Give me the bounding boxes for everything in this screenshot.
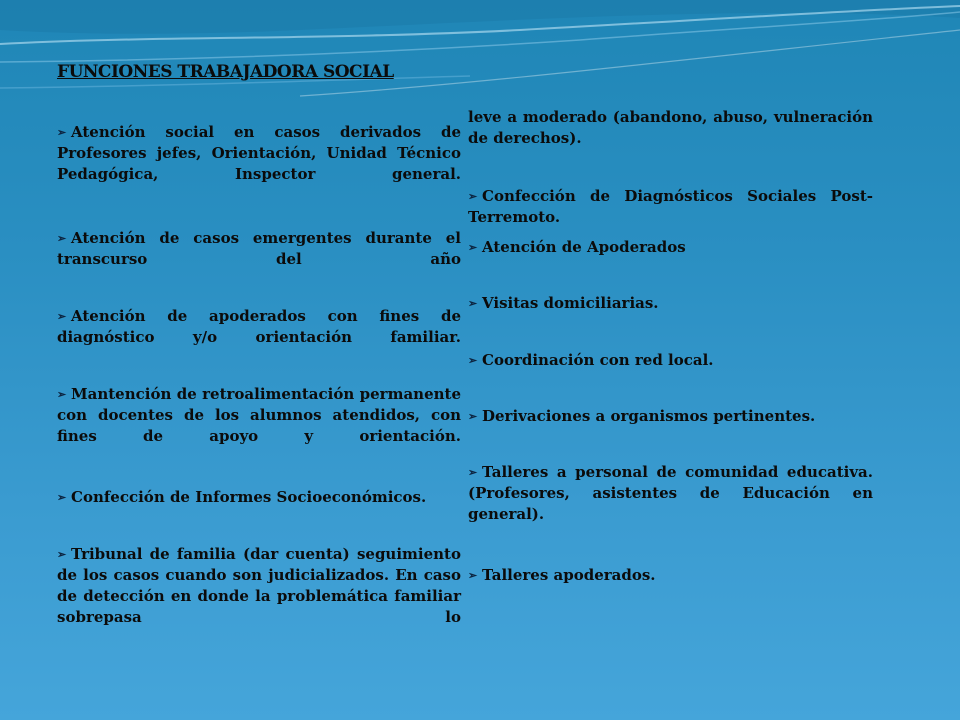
arrow-bullet-icon: ➢ [468,241,478,254]
list-item: ➢ Coordinación con red local. [468,351,714,369]
arrow-bullet-icon: ➢ [468,410,478,423]
list-item: ➢ Mantención de retroalimentación permanente con docentes de los alumnos atendidos, con fines de apoyo y orientación. [57,385,461,445]
list-item: ➢ Confección de Informes Socioeconómicos. [57,488,427,506]
list-item: ➢ Tribunal de familia (dar cuenta) seguimiento de los casos cuando son judicializados. En caso de detección en donde la problemática familiar sobrepasa lo [57,545,461,626]
list-item: ➢ Atención social en casos derivados de Profesores jefes, Orientación, Unidad Técnico Pedagógica, Inspector general. [57,123,461,183]
arrow-bullet-icon: ➢ [57,491,67,504]
arrow-bullet-icon: ➢ [57,388,67,401]
list-item: ➢ Derivaciones a organismos pertinentes. [468,407,816,425]
list-item: ➢ Talleres a personal de comunidad educativa. (Profesores, asistentes de Educación en general). [468,463,873,523]
slide-title: FUNCIONES TRABAJADORA SOCIAL [57,62,394,82]
list-item: ➢ Atención de casos emergentes durante el transcurso del año [57,229,461,268]
arrow-bullet-icon: ➢ [468,466,478,479]
arrow-bullet-icon: ➢ [468,190,478,203]
arrow-bullet-icon: ➢ [57,310,67,323]
arrow-bullet-icon: ➢ [57,548,67,561]
arrow-bullet-icon: ➢ [468,297,478,310]
list-item-continuation: leve a moderado (abandono, abuso, vulneración de derechos). [468,108,873,147]
arrow-bullet-icon: ➢ [57,126,67,139]
list-item: ➢ Confección de Diagnósticos Sociales Post-Terremoto. [468,187,873,226]
arrow-bullet-icon: ➢ [468,354,478,367]
list-item: ➢ Atención de apoderados con fines de diagnóstico y/o orientación familiar. [57,307,461,346]
arrow-bullet-icon: ➢ [57,232,67,245]
list-item: ➢ Talleres apoderados. [468,566,656,584]
list-item: ➢ Atención de Apoderados [468,238,686,256]
list-item: ➢ Visitas domiciliarias. [468,294,659,312]
arrow-bullet-icon: ➢ [468,569,478,582]
decorative-waves [0,0,960,120]
